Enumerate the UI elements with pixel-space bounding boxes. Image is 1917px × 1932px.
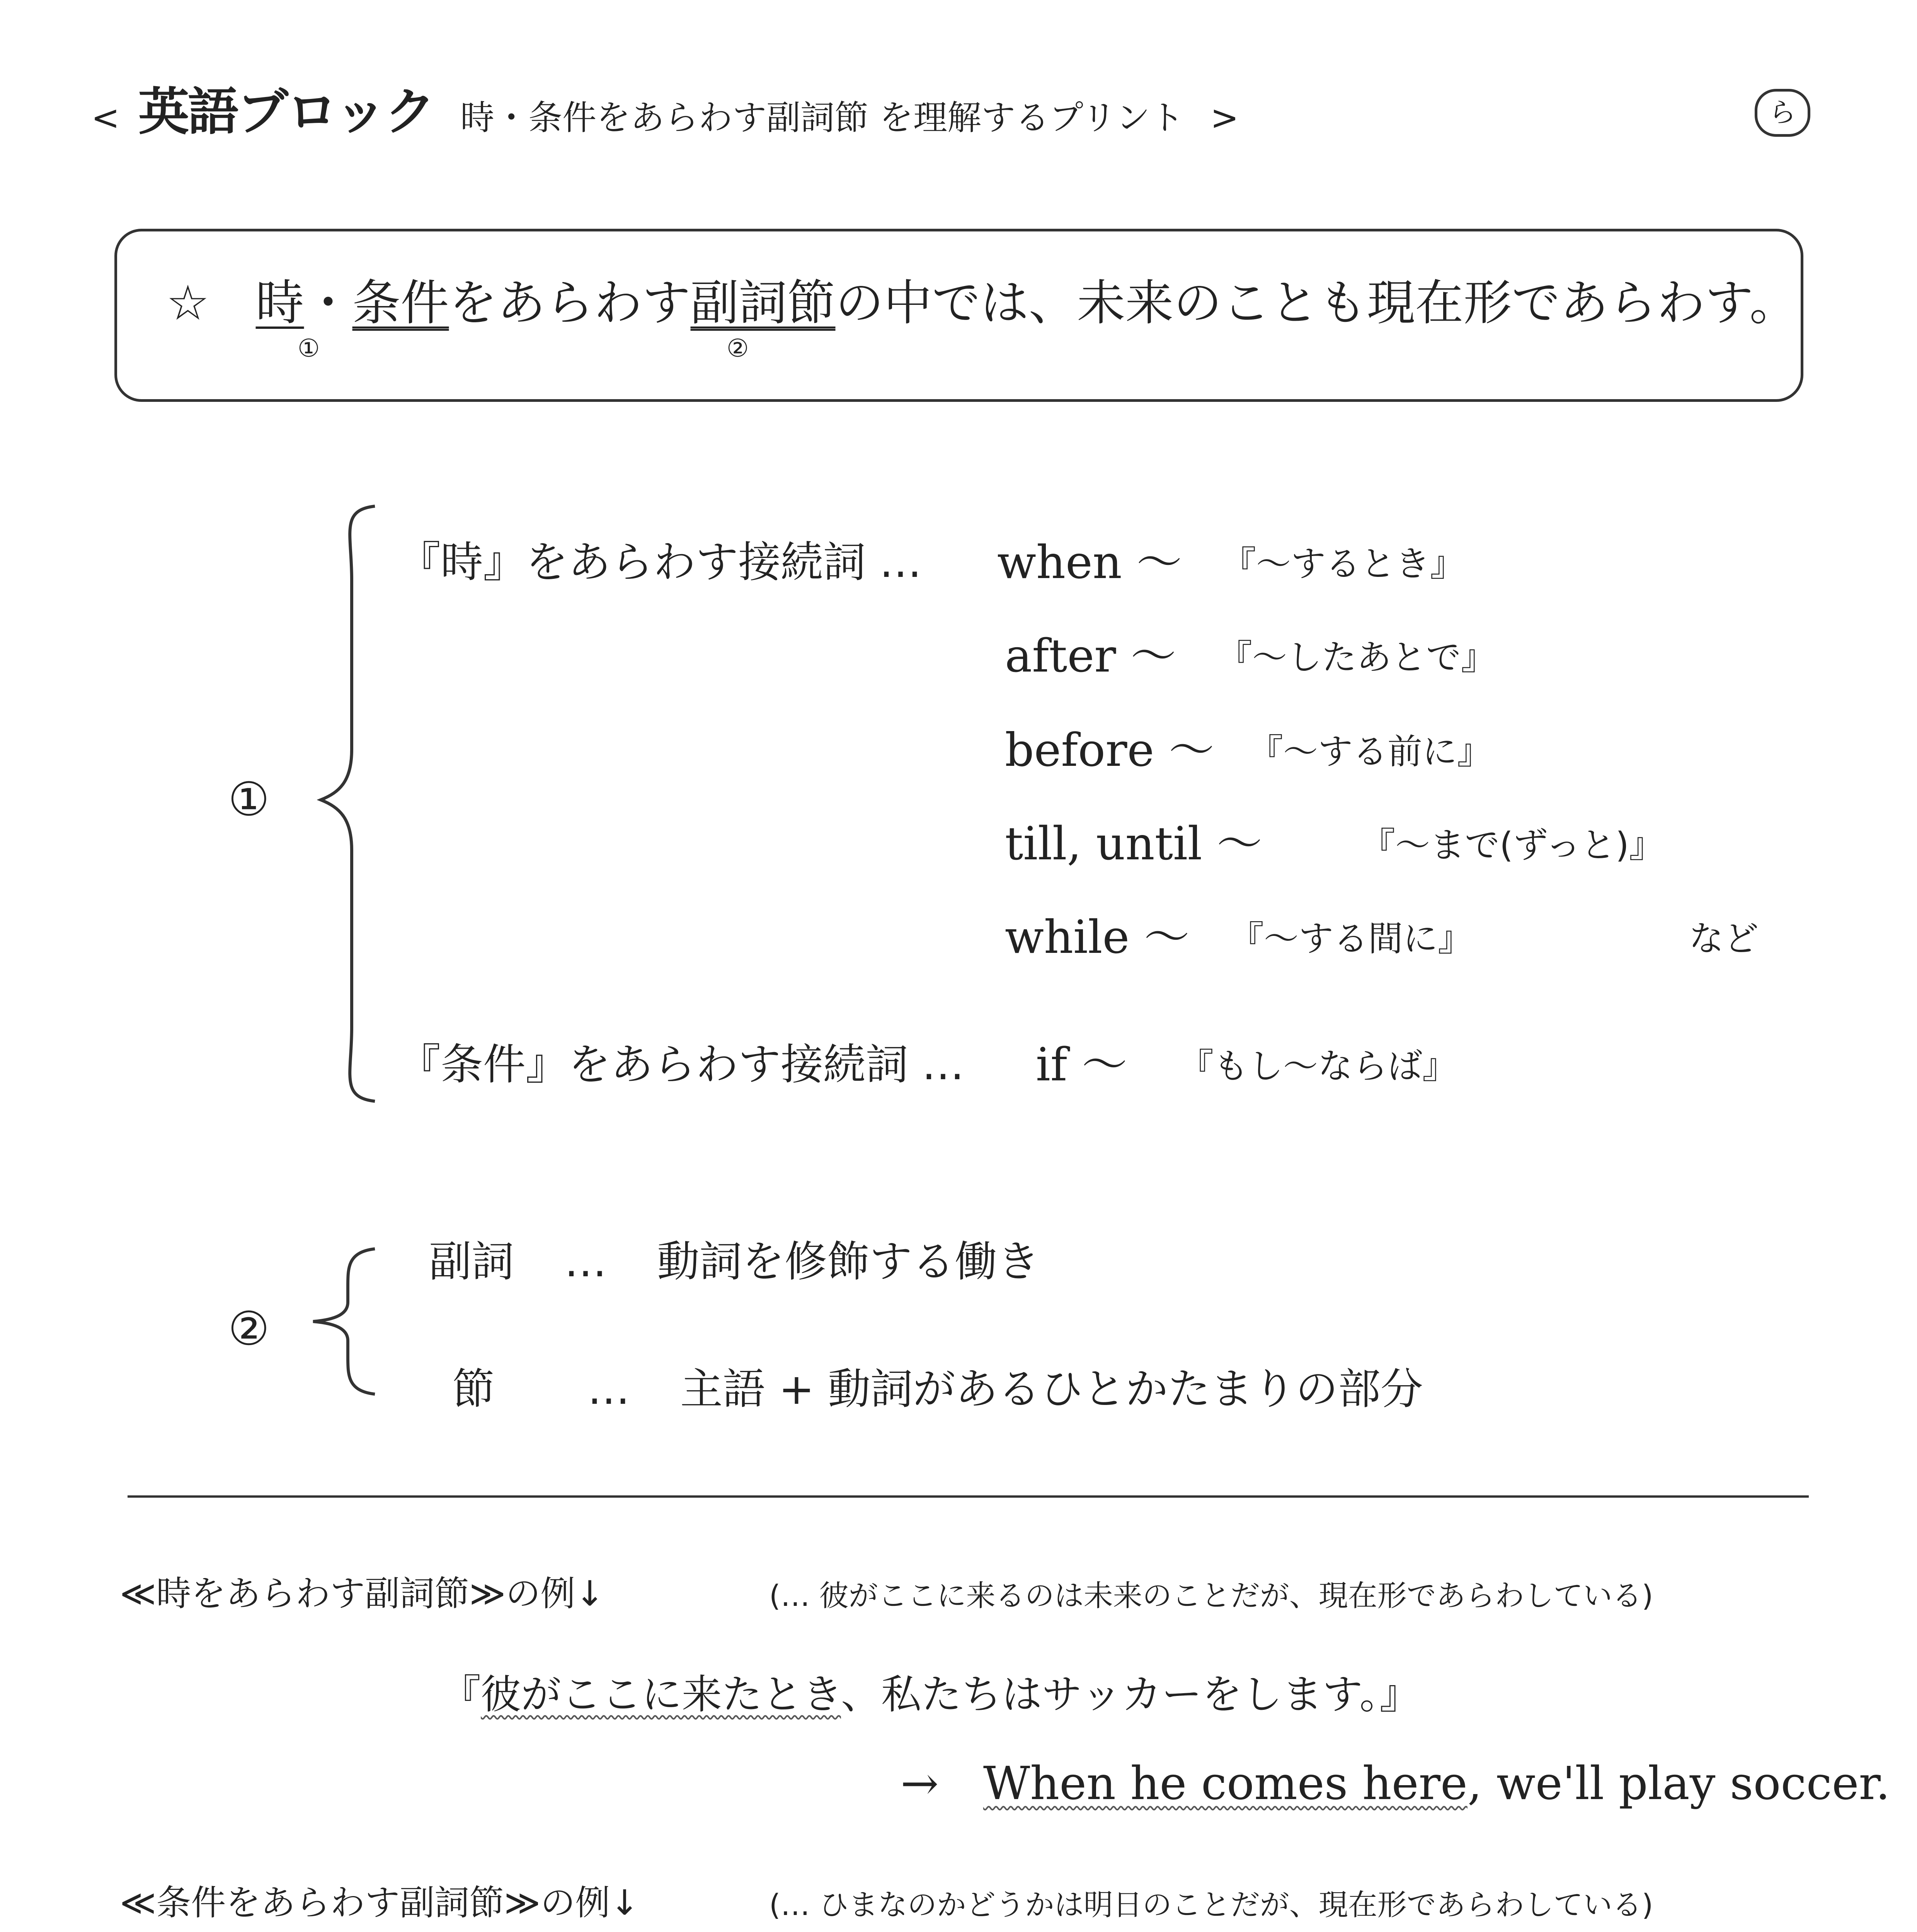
rule-statement	[166, 269, 1798, 338]
example1-note: (… 彼がここに来るのは未来のことだが、現在形であらわしている)	[769, 1578, 1653, 1613]
conj-while-en: while ～	[1005, 910, 1190, 964]
example1-jp-open: 『	[441, 1671, 481, 1718]
rule-word-time: 時	[255, 275, 304, 331]
example1-japanese	[441, 1665, 1420, 1723]
conj-before-en: before ～	[1005, 723, 1214, 777]
rule-mid: をあらわす	[449, 275, 691, 331]
example1-arrow: →	[901, 1757, 939, 1810]
section2-row-adverb	[429, 1233, 1040, 1291]
example2-note: (… ひまなのかどうかは明日のことだが、現在形であらわしている)	[769, 1888, 1653, 1922]
time-conjunctions-label: 『時』をあらわす接続詞 …	[398, 537, 922, 587]
rule-mark-2: ②	[727, 334, 749, 363]
page-number-badge: ら	[1755, 89, 1810, 137]
rule-tail: の中では、未来のことも現在形であらわす。	[835, 275, 1798, 331]
example1-heading: ≪時をあらわす副詞節≫の例↓	[120, 1573, 604, 1614]
conj-when-jp: 『～するとき』	[1221, 544, 1465, 584]
term-adverb: 副詞	[429, 1237, 514, 1286]
example2-heading: ≪条件をあらわす副詞節≫の例↓	[120, 1883, 639, 1923]
row2-separator: …	[587, 1364, 630, 1414]
conj-till-until-jp: 『～まで(ずっと)』	[1360, 825, 1664, 866]
term-clause: 節	[452, 1364, 495, 1414]
conj-while-jp: 『～する間に』	[1229, 918, 1473, 959]
section2-row-clause	[452, 1360, 1423, 1418]
header-close-bracket: >	[1210, 98, 1239, 138]
conj-before-jp: 『～する前に』	[1248, 731, 1492, 772]
brand-logo: 英語ブロック	[138, 82, 434, 142]
example1-en-clause: When he comes here	[983, 1757, 1468, 1810]
example1-jp-rest: 、私たちはサッカーをします。』	[841, 1671, 1420, 1718]
star-icon: ☆	[166, 275, 210, 331]
rule-word-condition: 条件	[352, 275, 449, 331]
conj-if-en: if ～	[1036, 1038, 1127, 1091]
page-title: 時・条件をあらわす副詞節 を理解するプリント	[460, 98, 1184, 138]
row1-separator: …	[564, 1237, 607, 1286]
section1-marker: ①	[228, 773, 270, 827]
conj-when-en: when ～	[997, 536, 1182, 589]
etc-label: など	[1689, 918, 1759, 959]
page-header	[91, 77, 1239, 147]
rule-word-adverbial-clause: 副詞節	[690, 275, 836, 331]
divider-top	[128, 1495, 1809, 1498]
example1-english	[901, 1754, 1890, 1812]
def-clause: 主語 + 動詞があるひとかたまりの部分	[680, 1364, 1423, 1414]
section1-brace	[317, 502, 386, 1105]
example1-en-rest: , we'll play soccer.	[1467, 1757, 1890, 1810]
conj-if-jp: 『もし～ならば』	[1179, 1046, 1457, 1087]
condition-conjunctions-label: 『条件』をあらわす接続詞 …	[398, 1040, 964, 1089]
section2-marker: ②	[228, 1302, 270, 1356]
conj-after-en: after ～	[1005, 629, 1176, 682]
def-adverb: 動詞を修飾する働き	[657, 1237, 1040, 1286]
rule-dot: ・	[304, 275, 352, 331]
example1-jp-clause: 彼がここに来たとき	[481, 1671, 841, 1718]
rule-mark-1: ①	[298, 334, 320, 363]
conj-after-jp: 『～したあとで』	[1217, 637, 1496, 678]
section2-brace	[305, 1244, 383, 1399]
header-open-bracket: <	[91, 98, 120, 138]
conj-till-until-en: till, until ～	[1005, 817, 1263, 870]
